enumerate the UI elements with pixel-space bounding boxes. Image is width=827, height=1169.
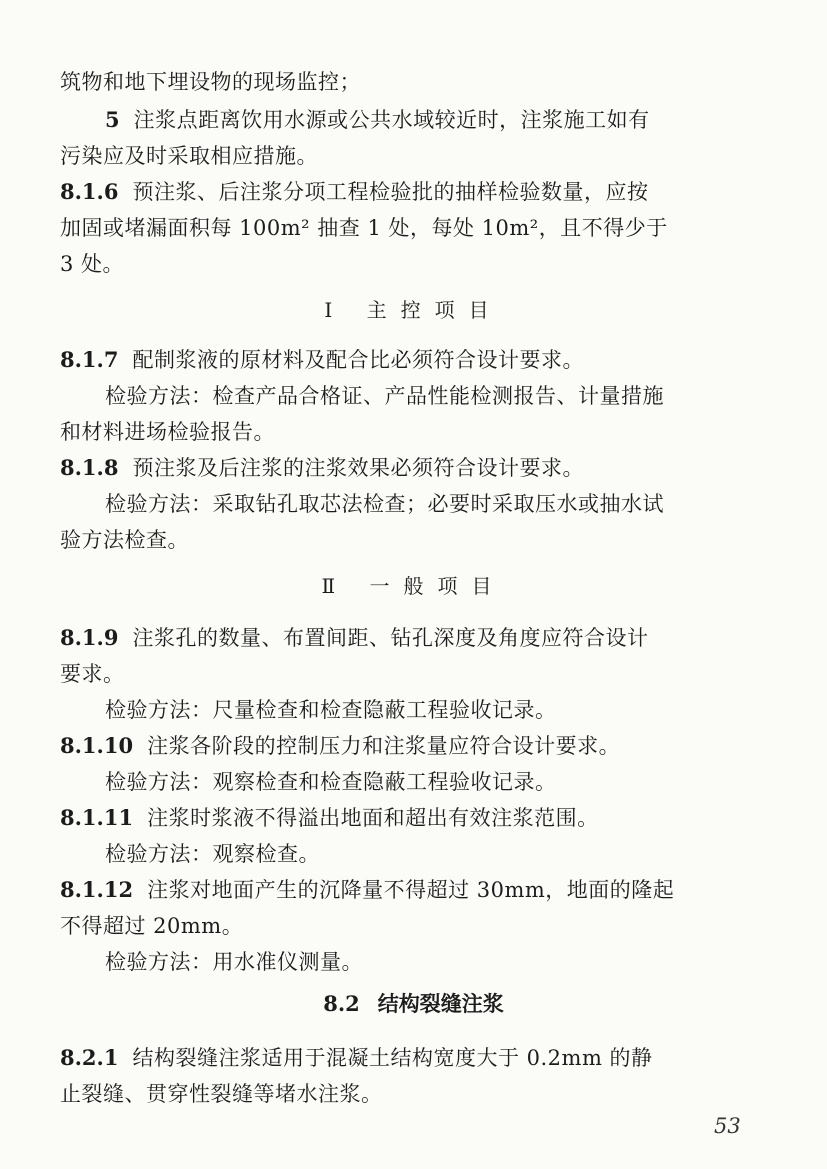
clause-text: 预注浆及后注浆的注浆效果必须符合设计要求。 xyxy=(132,456,584,480)
clause-8-1-8 xyxy=(60,450,760,486)
page-number: 53 xyxy=(714,1114,741,1138)
inspection-method: 检验方法：检查产品合格证、产品性能检测报告、计量措施 xyxy=(105,384,664,408)
clause-8-1-9 xyxy=(60,620,760,656)
text-line: 加固或堵漏面积每 100m² 抽查 1 处，每处 10m²，且不得少于 xyxy=(60,216,668,240)
clause-text: 配制浆液的原材料及配合比必须符合设计要求。 xyxy=(132,348,584,372)
clause-8-2-1 xyxy=(60,1040,760,1076)
clause-text: 注浆孔的数量、布置间距、钻孔深度及角度应符合设计 xyxy=(132,626,649,650)
subheading-main-items: Ⅰ 主控项目 xyxy=(324,298,503,322)
inspection-method: 检验方法：观察检查。 xyxy=(105,842,320,866)
clause-8-1-10 xyxy=(60,728,760,764)
inspection-method: 检验方法：观察检查和检查隐蔽工程验收记录。 xyxy=(105,770,557,794)
text-line: 止裂缝、贯穿性裂缝等堵水注浆。 xyxy=(60,1082,383,1106)
text-line: 不得超过 20mm。 xyxy=(60,914,244,938)
clause-number: 8.1.8 xyxy=(60,455,119,480)
inspection-method: 检验方法：尺量检查和检查隐蔽工程验收记录。 xyxy=(105,698,557,722)
item-text: 注浆点距离饮用水源或公共水域较近时，注浆施工如有 xyxy=(133,108,650,132)
clause-text: 预注浆、后注浆分项工程检验批的抽样检验数量，应按 xyxy=(132,180,649,204)
item-number: 5 xyxy=(105,107,120,132)
inspection-method: 检验方法：用水准仪测量。 xyxy=(105,950,363,974)
clause-8-1-7 xyxy=(60,342,760,378)
text-line: 和材料进场检验报告。 xyxy=(60,420,275,444)
text-line: 污染应及时采取相应措施。 xyxy=(60,144,318,168)
text-line: 3 处。 xyxy=(60,252,125,276)
clause-number: 8.1.6 xyxy=(60,179,119,204)
text-line: 验方法检查。 xyxy=(60,528,189,552)
text-line: 要求。 xyxy=(60,662,125,686)
clause-8-1-11 xyxy=(60,800,760,836)
section-title xyxy=(0,988,827,1018)
clause-number: 8.1.12 xyxy=(60,877,134,902)
clause-text: 结构裂缝注浆适用于混凝土结构宽度大于 0.2mm 的静 xyxy=(132,1046,653,1070)
clause-number: 8.1.9 xyxy=(60,625,119,650)
clause-text: 注浆各阶段的控制压力和注浆量应符合设计要求。 xyxy=(147,734,621,758)
text-line: 筑物和地下埋设物的现场监控； xyxy=(60,70,361,94)
clause-number: 8.1.10 xyxy=(60,733,134,758)
clause-number: 8.2.1 xyxy=(60,1045,119,1070)
clause-number: 8.1.11 xyxy=(60,805,134,830)
clause-number: 8.1.7 xyxy=(60,347,119,372)
subheading-general-items: Ⅱ 一般项目 xyxy=(321,574,506,598)
clause-text: 注浆时浆液不得溢出地面和超出有效注浆范围。 xyxy=(147,806,599,830)
clause-item-5 xyxy=(105,102,765,138)
clause-8-1-12 xyxy=(60,872,760,908)
inspection-method: 检验方法：采取钻孔取芯法检查；必要时采取压水或抽水试 xyxy=(105,492,664,516)
section-heading: 结构裂缝注浆 xyxy=(377,991,504,1016)
clause-8-1-6 xyxy=(60,174,760,210)
section-number: 8.2 xyxy=(323,991,360,1016)
clause-text: 注浆对地面产生的沉降量不得超过 30mm，地面的隆起 xyxy=(147,878,675,902)
